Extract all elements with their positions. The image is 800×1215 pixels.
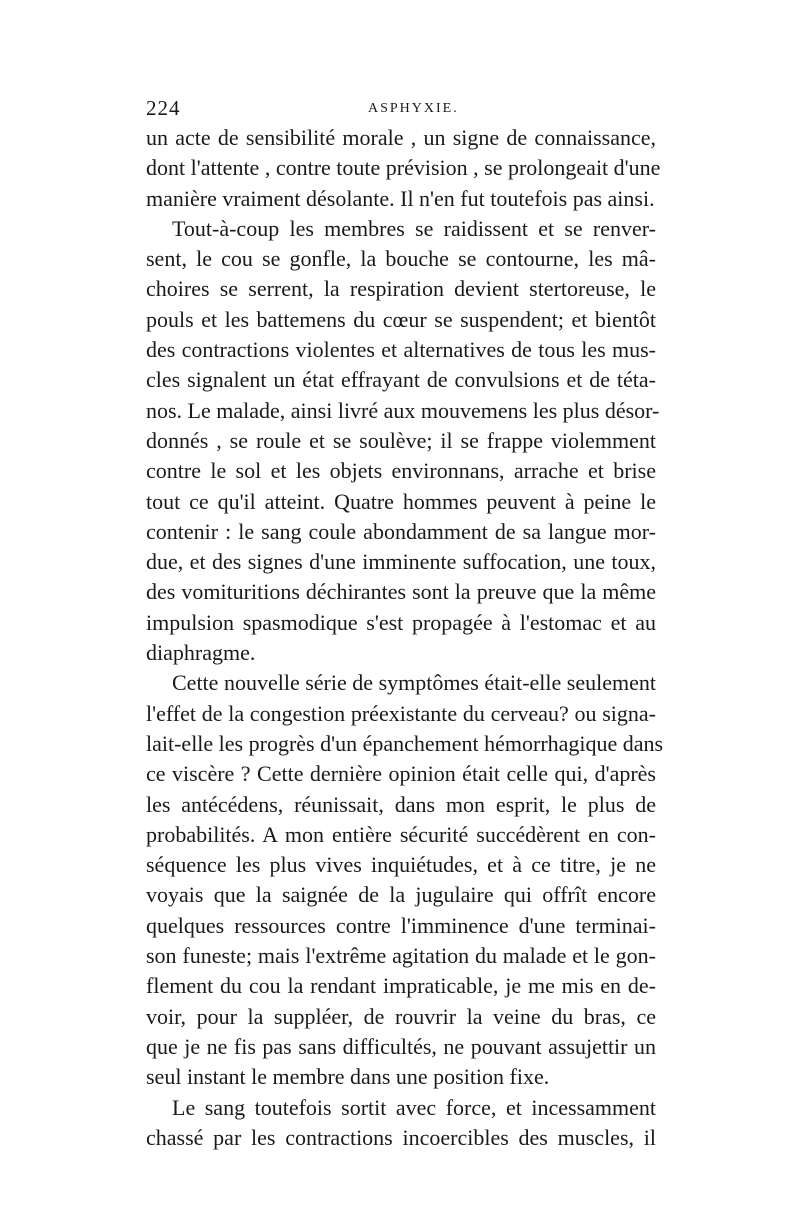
text-line: contenir : le sang coule abondamment de sa langue mor- [146, 518, 656, 544]
text-line: quelques ressources contre l'imminence d'une terminai- [146, 912, 656, 938]
text-line: dont l'attente , contre toute prévision , se prolongeait d'une [146, 155, 661, 181]
text-line: voir, pour la suppléer, de rouvrir la veine du bras, ce [146, 1003, 656, 1029]
text-line: cles signalent un état effrayant de convulsions et de téta- [146, 367, 656, 393]
text-line: impulsion spasmodique s'est propagée à l'estomac et au [146, 609, 656, 635]
text-line: Le sang toutefois sortit avec force, et incessamment [172, 1094, 656, 1120]
text-line: nos. Le malade, ainsi livré aux mouvemens les plus désor- [146, 397, 660, 423]
text-line: lait-elle les progrès d'un épanchement hémorrhagique dans [146, 730, 664, 756]
text-line: donnés , se roule et se soulève; il se frappe violemment [146, 427, 656, 453]
text-line: des vomituritions déchirantes sont la preuve que la même [146, 579, 656, 605]
text-line: les antécédens, réunissait, dans mon esprit, le plus de [146, 791, 656, 817]
text-line: séquence les plus vives inquiétudes, et à ce titre, je ne [146, 852, 656, 878]
text-line: chassé par les contractions incoercibles des muscles, il [146, 1124, 656, 1150]
text-line: son funeste; mais l'extrême agitation du malade et le gon- [146, 943, 656, 969]
text-line: des contractions violentes et alternatives de tous les mus- [146, 337, 656, 363]
paragraph [146, 668, 664, 1092]
text-line: flement du cou la rendant impraticable, je me mis en de- [146, 973, 656, 999]
running-head [146, 96, 656, 120]
paragraph [146, 214, 660, 668]
paragraph [146, 1093, 656, 1154]
text-line: diaphragme. [146, 640, 256, 666]
text-line: choires se serrent, la respiration devient stertoreuse, le [146, 276, 656, 302]
text-line: pouls et les battemens du cœur se suspendent; et bientôt [146, 306, 656, 332]
text-line: Cette nouvelle série de symptômes était-elle seulement [172, 670, 656, 696]
body-text [146, 123, 664, 1153]
text-line: contre le sol et les objets environnans, arrache et brise [146, 458, 656, 484]
page-number: 224 [146, 96, 181, 120]
text-line: Tout-à-coup les membres se raidissent et se renver- [172, 215, 656, 241]
text-line: sent, le cou se gonfle, la bouche se contourne, les mâ- [146, 246, 656, 272]
text-line: voyais que la saignée de la jugulaire qui offrît encore [146, 882, 656, 908]
text-line: ce viscère ? Cette dernière opinion était celle qui, d'après [146, 761, 656, 787]
text-line: probabilités. A mon entière sécurité succédèrent en con- [146, 821, 656, 847]
text-line: tout ce qu'il atteint. Quatre hommes peuvent à peine le [146, 488, 656, 514]
text-line: l'effet de la congestion préexistante du cerveau? ou signa- [146, 700, 656, 726]
paragraph [146, 123, 661, 214]
text-line: un acte de sensibilité morale , un signe de connaissance, [146, 125, 656, 150]
text-line: manière vraiment désolante. Il n'en fut toutefois pas ainsi. [146, 185, 655, 211]
text-line: que je ne fis pas sans difficultés, ne pouvant assujettir un [146, 1033, 656, 1059]
running-title: ASPHYXIE. [368, 101, 459, 116]
text-line: seul instant le membre dans une position fixe. [146, 1064, 550, 1090]
text-line: due, et des signes d'une imminente suffocation, une toux, [146, 549, 656, 575]
